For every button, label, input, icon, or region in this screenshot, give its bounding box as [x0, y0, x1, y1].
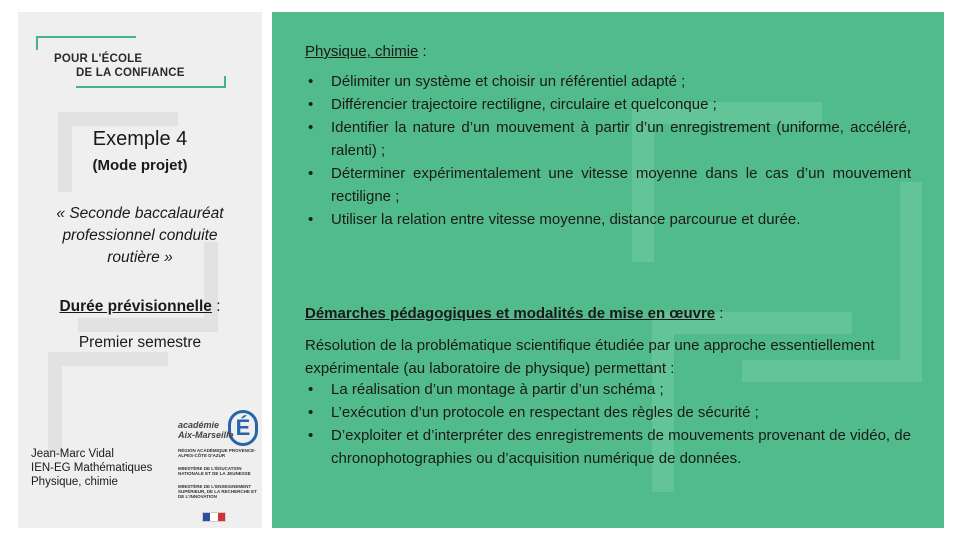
- list-item: • La réalisation d’un montage à partir d’un schéma ;: [305, 378, 911, 401]
- author-subject: Physique, chimie: [31, 476, 118, 488]
- demarches-separator: :: [715, 305, 724, 322]
- academie-name: [178, 420, 234, 440]
- demarches-title: Démarches pédagogiques et modalités de mise en œuvre: [305, 305, 716, 322]
- example-title: Exemple 4: [92, 128, 188, 150]
- academie-e-icon: É: [228, 410, 258, 446]
- author-name: Jean-Marc Vidal: [31, 448, 114, 460]
- ecole-confiance-logo: [36, 36, 226, 96]
- physique-list: [305, 70, 911, 231]
- list-item: • Délimiter un système et choisir un référentiel adapté ;: [305, 70, 911, 93]
- list-item: • D’exploiter et d’interpréter des enregistrements de mouvements provenant de vidéo, de chronophotographies ou d’acquisition numérique de données.: [305, 424, 911, 470]
- duration-label: Durée prévisionnelle: [59, 298, 212, 315]
- academie-logo: [170, 410, 262, 524]
- academie-name-line-1: académie: [178, 420, 220, 430]
- demarches-heading: [305, 302, 723, 325]
- list-item: • Déterminer expérimentalement une vitesse moyenne dans le cas d’un mouvement rectiligne ;: [305, 162, 911, 208]
- physique-heading: [305, 40, 427, 63]
- list-item: • L’exécution d’un protocole en respectant des règles de sécurité ;: [305, 401, 911, 424]
- physique-title: Physique, chimie: [305, 43, 419, 60]
- demarches-intro: Résolution de la problématique scientifique étudiée par une approche essentiellement expérimentale (au laboratoire de physique) permettant :: [305, 337, 875, 377]
- duration-separator: :: [211, 298, 221, 315]
- list-item: • Identifier la nature d’un mouvement à partir d’un enregistrement (uniforme, accéléré, ralenti) ;: [305, 116, 911, 162]
- logo-line-2: DE LA CONFIANCE: [76, 67, 185, 79]
- logo-line-1: POUR L'ÉCOLE: [54, 53, 143, 65]
- duration-value: Premier semestre: [78, 334, 202, 351]
- academie-name-line-2: Aix-Marseille: [178, 430, 234, 440]
- example-description: « Seconde baccalauréat professionnel conduite routière »: [56, 205, 224, 266]
- decorative-bracket: [48, 352, 168, 452]
- french-flag-icon: [202, 512, 226, 522]
- demarches-list: [305, 378, 911, 470]
- physique-separator: :: [418, 43, 427, 60]
- author-role: IEN-EG Mathématiques: [31, 462, 153, 474]
- decorative-bracket: [58, 112, 178, 192]
- author-block: [31, 447, 152, 489]
- list-item: • Utiliser la relation entre vitesse moyenne, distance parcourue et durée.: [305, 208, 911, 231]
- example-mode: (Mode projet): [92, 157, 188, 174]
- list-item: • Différencier trajectoire rectiligne, circulaire et quelconque ;: [305, 93, 911, 116]
- ministry-1-label: MINISTÈRE DE L'ÉDUCATION NATIONALE ET DE LA JEUNESSE: [178, 466, 251, 476]
- duration-heading: [18, 298, 262, 316]
- region-label: RÉGION ACADÉMIQUE PROVENCE-ALPES-CÔTE D'AZUR: [178, 448, 256, 458]
- ministry-2-label: MINISTÈRE DE L'ENSEIGNEMENT SUPÉRIEUR, DE LA RECHERCHE ET DE L'INNOVATION: [178, 484, 257, 499]
